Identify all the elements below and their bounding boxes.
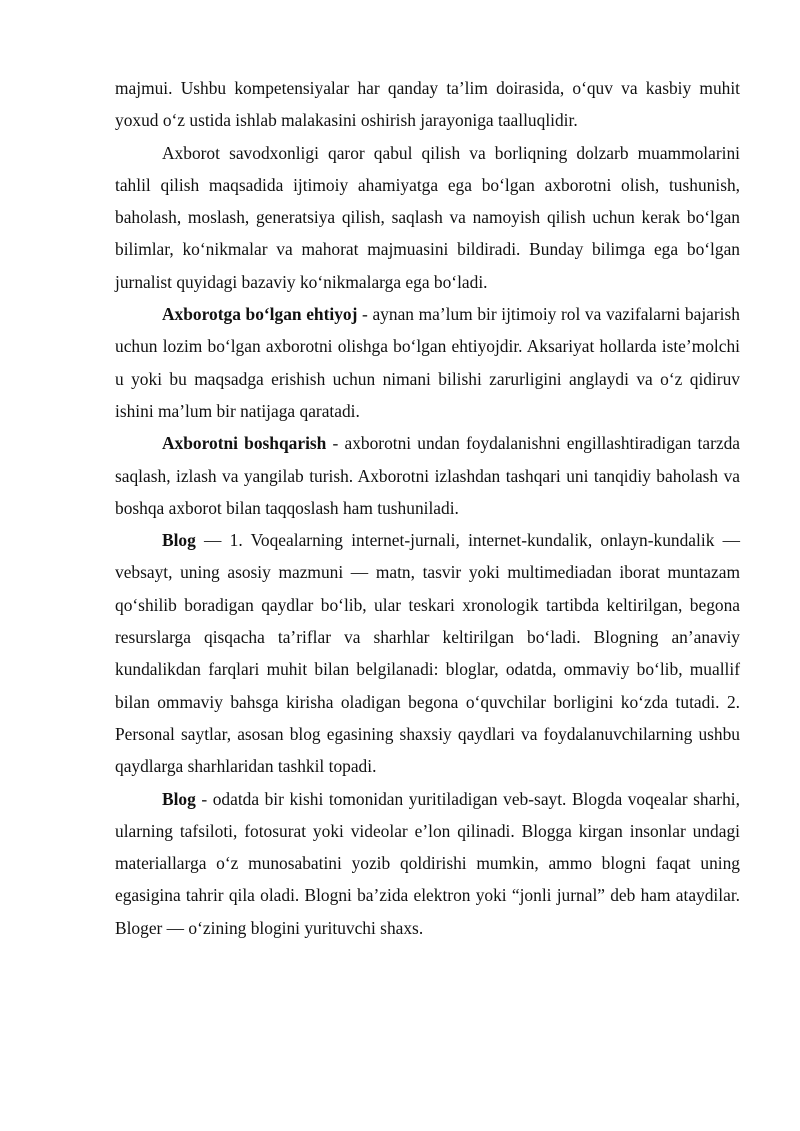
document-page xyxy=(115,72,740,944)
paragraph-continuation xyxy=(115,72,740,137)
definition-term: Blog xyxy=(162,530,196,551)
definition-separator: - xyxy=(195,788,213,809)
definition-term: Axborotni boshqarish xyxy=(162,433,327,454)
definition-separator: - xyxy=(326,433,345,454)
definition-separator: — xyxy=(195,530,230,551)
definition-text: 1. Voqealarning internet-jurnali, internet-kundalik, onlayn-kundalik — vebsayt, uning asosiy mazmuni — matn, tasvir yoki multimediadan iborat muntazam qo‘shilib boradigan qaydlar bo‘lib, ular teskari xronologik tartibda keltirilgan, begona resurslarga qisqacha ta’riflar va sharhlar keltirilgan bo‘ladi. Blogning an’anaviy kundalikdan farqlari muhit bilan belgilanadi: bloglar, odatda, ommaviy bo‘lib, muallif bilan ommaviy bahsga kirisha oladigan begona o‘quvchilar borligini ko‘zda tutadi. 2. Personal saytlar, asosan blog egasining shaxsiy qaydlari va foydalanuvchilarning ushbu qaydlarga sharhlaridan tashkil topadi. xyxy=(115,530,740,777)
definition-axborotga-bolgan-ehtiyoj xyxy=(115,298,740,427)
definition-text: aynan ma’lum bir ijtimoiy rol va vazifalarni bajarish uchun lozim bo‘lgan axborotni olishga bo‘lgan ehtiyojdir. Aksariyat hollarda iste’molchi u yoki bu maqsadga erishish uchun nimani bilishi zarurligini anglaydi va o‘z qidiruv ishini ma’lum bir natijaga qaratadi. xyxy=(115,304,740,421)
paragraph-text: majmui. Ushbu kompetensiyalar har qanday ta’lim doirasida, o‘quv va kasbiy muhit yoxud o‘z ustida ishlab malakasini oshirish jarayoniga taalluqlidir. xyxy=(115,78,740,131)
definition-separator: - xyxy=(357,304,373,325)
paragraph-axborot-savodxonligi xyxy=(115,137,740,298)
definition-blog-1 xyxy=(115,524,740,782)
definition-term: Blog xyxy=(162,788,196,809)
definition-term: Axborotga bo‘lgan ehtiyoj xyxy=(162,304,358,325)
definition-axborotni-boshqarish xyxy=(115,427,740,524)
definition-text: odatda bir kishi tomonidan yuritiladigan veb-sayt. Blogda voqealar sharhi, ularning tafsiloti, fotosurat yoki videolar e’lon qilinadi. Blogga kirgan insonlar undagi materiallarga o‘z munosabatini yozib qoldirishi mumkin, ammo blogni faqat uning egasigina tahrir qila oladi. Blogni ba’zida elektron yoki “jonli jurnal” deb ham ataydilar. Bloger — o‘zining blogini yurituvchi shaxs. xyxy=(115,788,740,938)
paragraph-text: Axborot savodxonligi qaror qabul qilish va borliqning dolzarb muammolarini tahlil qilish maqsadida ijtimoiy ahamiyatga ega bo‘lgan axborotni olish, tushunish, baholash, moslash, generatsiya qilish, saqlash va namoyish qilish uchun kerak bo‘lgan bilimlar, ko‘nikmalar va mahorat majmuasini bildiradi. Bunday bilimga ega bo‘lgan jurnalist quyidagi bazaviy ko‘nikmalarga ega bo‘ladi. xyxy=(115,142,740,292)
definition-text: axborotni undan foydalanishni engillashtiradigan tarzda saqlash, izlash va yangilab turish. Axborotni izlashdan tashqari uni tanqidiy baholash va boshqa axborot bilan taqqoslash ham tushuniladi. xyxy=(115,433,740,518)
definition-blog-2 xyxy=(115,783,740,944)
